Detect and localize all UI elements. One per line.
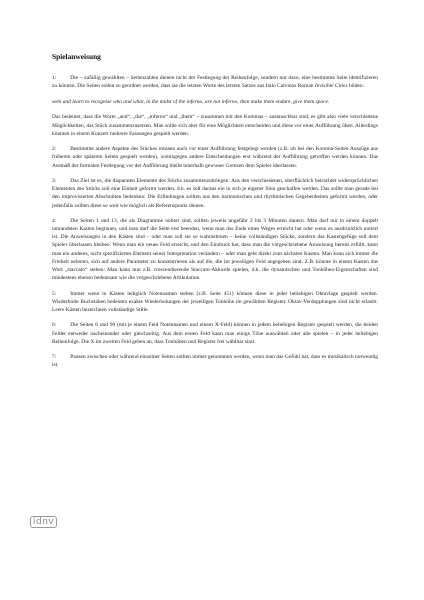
- document-heading: Spielanweisung: [52, 52, 101, 61]
- paragraph-2: [52, 145, 378, 169]
- paragraph-6: [52, 321, 378, 345]
- publisher-logo: idnv: [30, 516, 57, 528]
- paragraph-number: 2:: [52, 146, 57, 153]
- book-title: Invisible Cities: [314, 83, 348, 90]
- paragraph-number: 4:: [52, 218, 57, 225]
- paragraph-text-end: bilden:: [347, 83, 365, 90]
- paragraph-text: Immer wenn in Kästen lediglich Notennamen stehen (z.B. Seite 451) können diese in jeder beliebigen Oktavlage gespielt werden. Wiederholte Buchstaben bedeuten exakte Wiederholungen der jeweiligen Tonhöhe im gewählten Register. Oktav-Verdopplungen sind nicht erlaubt. Leere Kästen bezeichnen vollständige Stille.: [52, 290, 378, 313]
- paragraph-number: 7:: [52, 354, 57, 361]
- paragraph-5: [52, 290, 378, 314]
- paragraph-number: 3:: [52, 178, 57, 185]
- paragraph-number: 1:: [52, 75, 57, 81]
- paragraph-text: Die Seiten 1 und 13, die als Diagramme notiert sind, sollten jeweils ungefähr 2 bis 3 Minuten dauern. Man darf nur in einem doppelt umrandeten Kasten beginnen, und man darf die Seite erst beenden, wenn man das Ende eines Weges erreicht hat oder wenn es ausdrücklich notiert ist. Die Anweisungen in den Kästen sind – oder man soll sie so wahrnehmen – keine vollständigen Stücke, sondern das Kastengefüge soll dem Spieler überlassen bleiben. Wenn man ein neues Feld erreicht, und den Eindruck hat, dass man die vorgeschriebene Anweisung bereits erfüllt, kann man ein anderes, nicht spezifiziertes Element seiner Interpretation verändern – oder man geht direkt zum nächsten Kasten. Man kann sich immer die Freiheit nehmen, sich auf andere Parameter zu konzentrieren als auf die, die im jeweiligen Feld angegeben sind. Z.B. könnte in einem Kasten das Wort „staccato“ stehen: Man kann nun z.B. crescendierende Staccato-Akkorde spielen, d.h. die dynamischen und Tonhöhen-Eigenschaften sind mindestens ebenso bedeutsam wie die vorgeschriebene Artikulation.: [52, 218, 378, 281]
- paragraph-text: Die Seiten 6 und 90 (mit je einem Feld Notennamen und einem X-Feld) können in jedem beliebigen Register gespielt werden, die beiden Felder entweder nacheinander oder gleichzeitig. Aus dem ersten Feld kann man einige Töne auswählen oder alle spielen – in jeder beliebigen Reihenfolge. Die X im zweiten Feld geben an, dass Tonhöhen und Register frei wählbar sind.: [52, 322, 378, 345]
- paragraph-text: Das Ziel ist es, die disparaten Elemente des Stücks zusammenzubringen: Aus den verschiedenen, oberflächlich betrachtet widersprüchlichen Elementen des Stücks soll eine Einheit geformt werden, d.h. es soll daraus ein in sich je eigener Sinn geschaffen werden. Das sollte man gerade bei den improvisierten Abschnitten bedenken: Die Erfindungen sollten aus den harmonischen und rhythmischen Gegebenheiten geformt werden, oder jedenfalls sollten diese so weit wie möglich als Referenzpunkt dienen.: [52, 178, 378, 209]
- paragraph-3: [52, 177, 378, 209]
- calvino-quote: seek and learn to recognise who and what, in the midst of the inferno, are not inferno, then make them endure, give them space.: [52, 98, 330, 105]
- paragraph-7: [52, 353, 378, 369]
- paragraph-4: [52, 217, 378, 282]
- paragraph-number: 6:: [52, 322, 57, 329]
- paragraph-1-continued: Das bedeutet, dass die Worte „and“, „the“, „inferno“ und „them“ – zusammen mit den Kommas – austauschbar sind, es gibt also viele verschiedene Möglichkeiten, das Stück zusammenzusetzen. Man sollte sich aber für eine Möglichkeit entscheiden und diese vor einer Aufführung üben. Allerdings könnten in einem Konzert mehrere Fassungen gespielt werden.: [52, 114, 378, 137]
- paragraph-1: [52, 74, 378, 90]
- paragraph-text: Pausen zwischen oder während einzelner Seiten sollten immer genommen werden, wenn man das Gefühl hat, dass es musikalisch notwendig ist.: [52, 354, 378, 369]
- paragraph-text: Bestimmte andere Aspekte des Stückes müssen auch vor einer Aufführung festgelegt werden (z.B. ob bei den Komma-Seiten Auszüge aus früheren oder späteren Seiten gespielt werden), wohingegen andere Entscheidungen erst während der Aufführung getroffen werden können. Das Ausmaß der formalen Festlegung vor der Aufführung bleibt innerhalb gewisser Grenzen dem Spieler überlassen.: [52, 146, 378, 169]
- paragraph-number: 5:: [52, 290, 57, 297]
- paragraph-text: Die – zufällig gewählten – Seitenzahlen dienen nicht der Festlegung der Reihenfolge, sondern nur dazu, eine bestimmte Seite identifizieren zu können. Die Seiten sollen so geordnet werden, dass sie die letzten Worte des letzten Satzes aus Italo Calvinos Roman: [52, 75, 378, 90]
